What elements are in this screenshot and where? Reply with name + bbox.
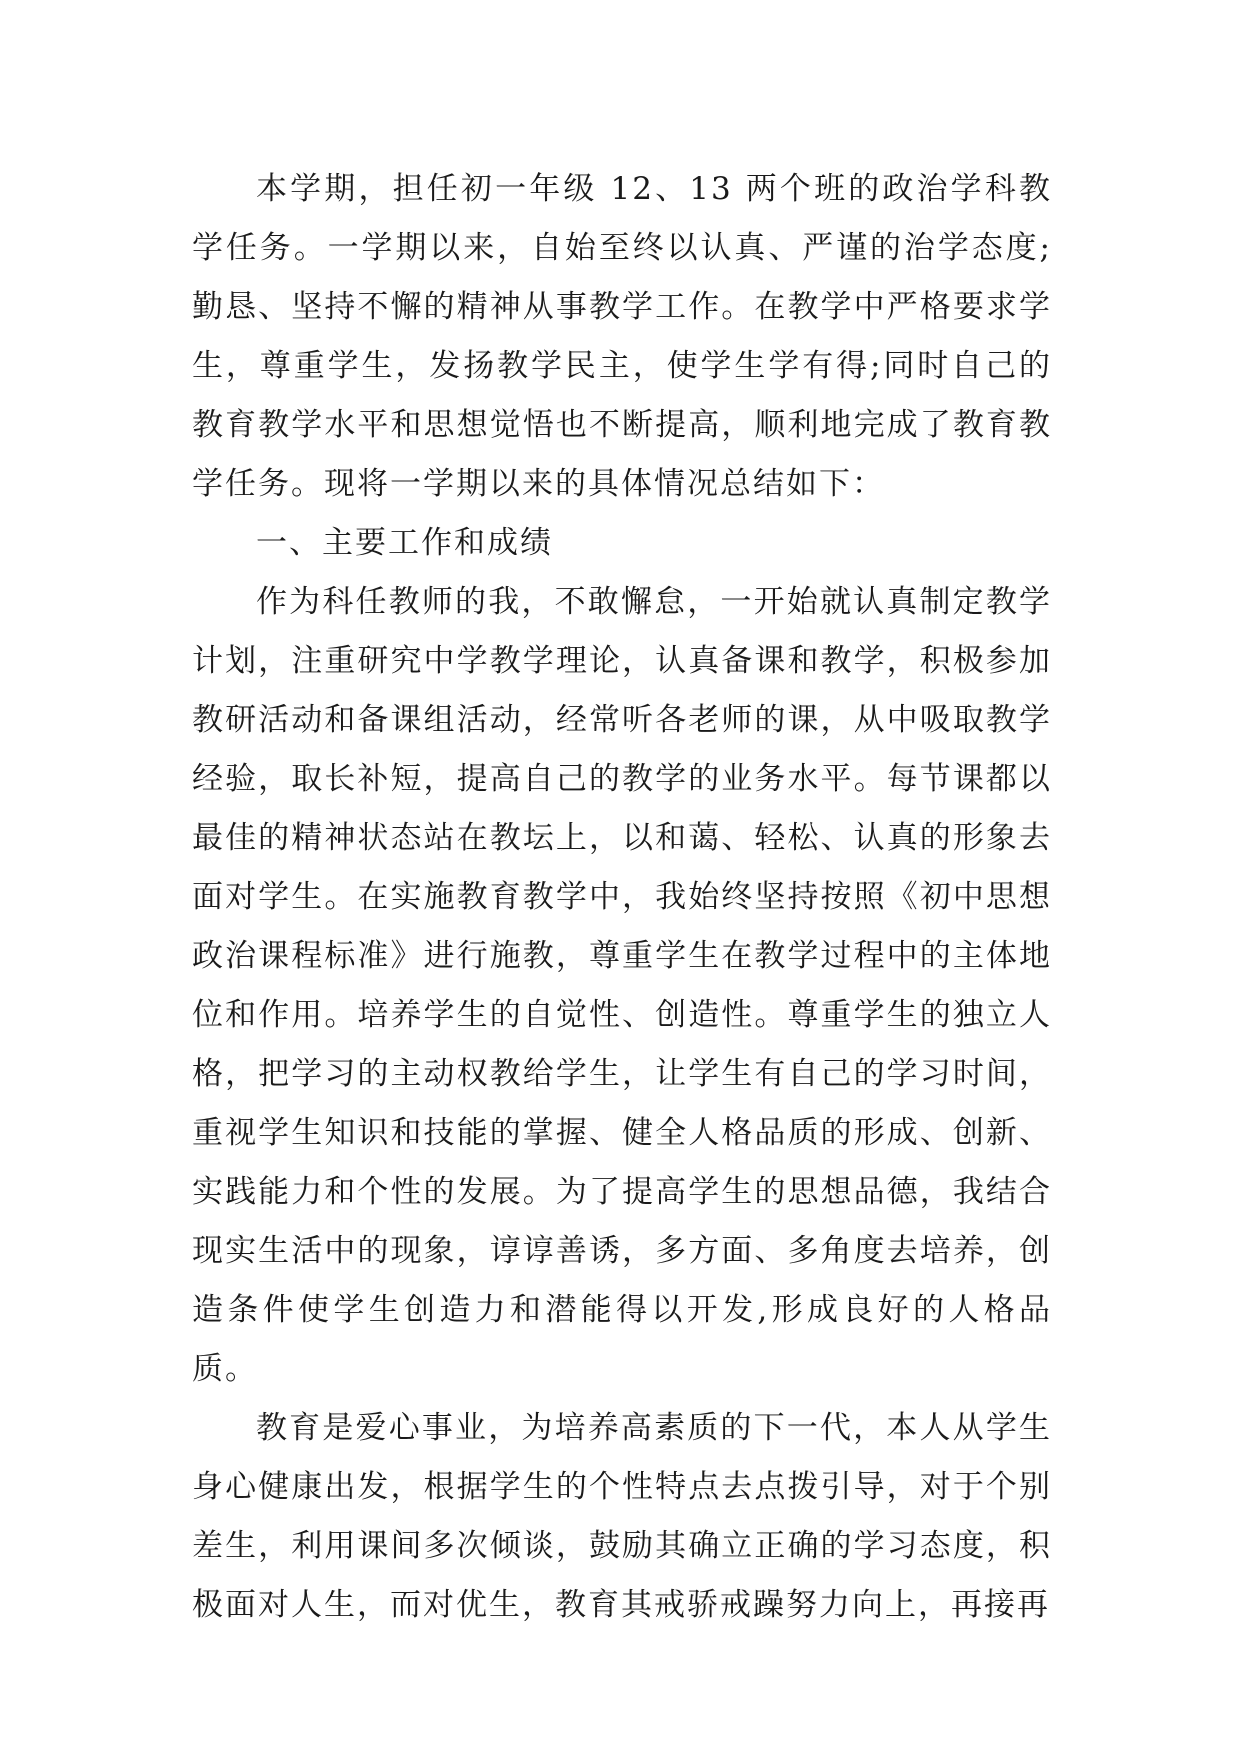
care-paragraph: 教育是爱心事业，为培养高素质的下一代，本人从学生身心健康出发，根据学生的个性特点去点拨引导，对于个别差生，利用课间多次倾谈，鼓励其确立正确的学习态度，积极面对人生，而对优生，教育其戒骄戒躁努力向上，再接再 xyxy=(192,1410,1052,1623)
work-paragraph: 作为科任教师的我，不敢懈怠，一开始就认真制定教学计划，注重研究中学教学理论，认真备课和教学，积极参加教研活动和备课组活动，经常听各老师的课，从中吸取教学经验，取长补短，提高自己的教学的业务水平。每节课都以最佳的精神状态站在教坛上，以和蔼、轻松、认真的形象去面对学生。在实施教育教学中，我始终坚持按照《初中思想政治课程标准》进行施教，尊重学生在教学过程中的主体地位和作用。培养学生的自觉性、创造性。尊重学生的独立人格，把学习的主动权教给学生，让学生有自己的学习时间，重视学生知识和技能的掌握、健全人格品质的形成、创新、实践能力和个性的发展。为了提高学生的思想品德，我结合现实生活中的现象，谆谆善诱，多方面、多角度去培养，创造条件使学生创造力和潜能得以开发,形成良好的人格品质。 xyxy=(192,584,1052,1387)
intro-paragraph: 本学期，担任初一年级 12、13 两个班的政治学科教学任务。一学期以来，自始至终以认真、严谨的治学态度;勤恳、坚持不懈的精神从事教学工作。在教学中严格要求学生，尊重学生，发扬教学民主，使学生学有得;同时自己的教育教学水平和思想觉悟也不断提高，顺利地完成了教育教学任务。现将一学期以来的具体情况总结如下： xyxy=(192,171,1052,502)
section-heading: 一、主要工作和成绩 xyxy=(256,525,553,561)
document-body xyxy=(192,160,1052,1635)
